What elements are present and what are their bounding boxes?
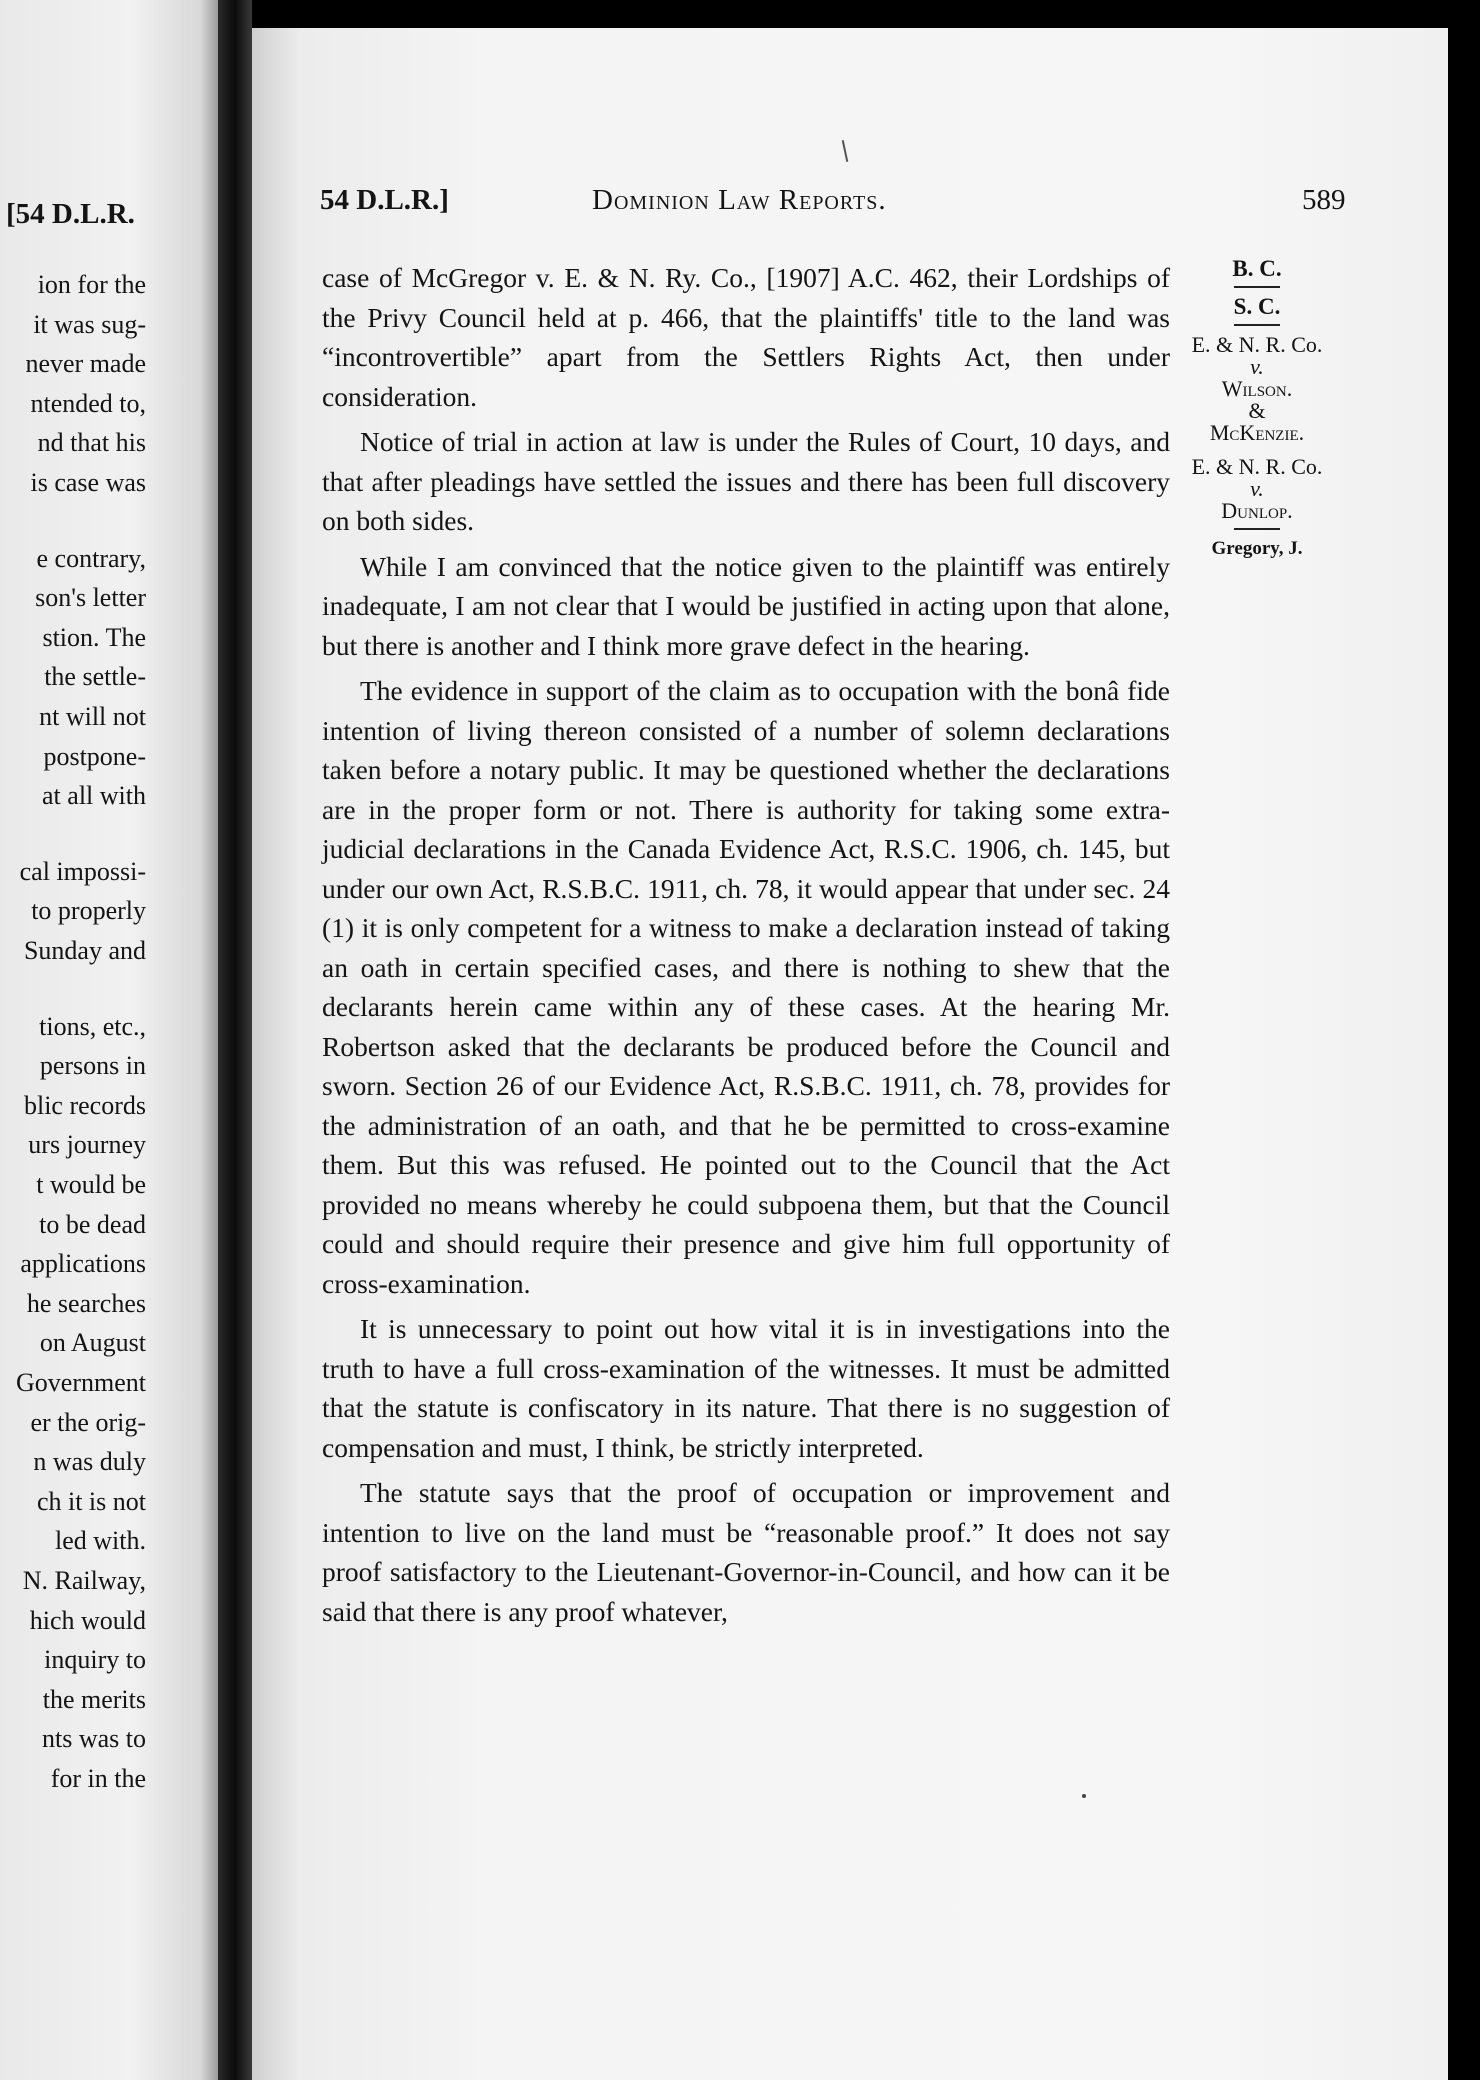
left-page-line: ch it is not	[36, 1486, 146, 1516]
side-rule	[1234, 286, 1280, 288]
left-page-line: Sunday and	[23, 936, 146, 965]
left-page-line: on August	[39, 1328, 146, 1358]
left-page-line: nts was to	[42, 1724, 146, 1754]
left-page-line: son's letter	[35, 583, 146, 613]
left-page-line: cal impossi-	[19, 856, 146, 886]
left-page-line: e contrary,	[36, 543, 146, 573]
left-page-line: is case was	[30, 468, 146, 497]
case2-party1: E. & N. R. Co.	[1191, 454, 1323, 479]
case1-party2a: Wilson.	[1221, 376, 1293, 401]
left-page-line: ion for the	[37, 270, 146, 299]
book-gutter	[218, 0, 252, 2080]
left-page-line: n was duly	[33, 1447, 146, 1477]
running-title: Dominion Law Reports.	[592, 184, 887, 216]
left-page-line: ntended to,	[30, 388, 146, 418]
left-page-line: hich would	[29, 1605, 146, 1635]
left-page-line: nd that his	[37, 428, 146, 458]
left-page-line: persons in	[39, 1051, 146, 1081]
case2-versus: v.	[1250, 476, 1264, 501]
court-name: S. C.	[1233, 294, 1281, 319]
left-page-line: urs journey	[28, 1130, 146, 1160]
left-page-line: to properly	[31, 896, 146, 926]
left-page-line: never made	[25, 349, 146, 379]
paragraph-3: While I am convinced that the notice given to the plaintiff was entirely inadequate, I am not clear that I would be justified in acting upon that alone, but there is another and I think more grave defect in the hearing.	[322, 550, 1170, 661]
court-province: B. C.	[1232, 256, 1282, 281]
left-page-line: t would be	[36, 1170, 146, 1199]
left-page-line: the settle-	[44, 662, 146, 692]
left-page-line: led with.	[55, 1526, 146, 1556]
right-page	[252, 28, 1448, 2080]
left-page-line: er the orig-	[30, 1407, 146, 1437]
paragraph-6: The statute says that the proof of occupation or improvement and intention to live on the land must be “reasonable proof.” It does not say proof satisfactory to the Lieutenant-Governor-in-Council, and how can it be said that there is any proof whatever,	[322, 1477, 1170, 1627]
left-page-line: blic records	[23, 1090, 146, 1120]
left-page-line: Government	[16, 1368, 146, 1397]
left-page-line: nt will not	[39, 702, 146, 731]
left-page-line: the merits	[42, 1684, 146, 1714]
left-page-line: inquiry to	[44, 1645, 146, 1675]
judge-name: Gregory, J.	[1211, 538, 1303, 559]
case2-party2: Dunlop.	[1221, 498, 1293, 523]
left-page-line: it was sug-	[33, 309, 146, 339]
left-page-line: stion. The	[42, 622, 146, 652]
left-page-line: he searches	[26, 1288, 146, 1318]
left-page-line: at all with	[42, 781, 146, 811]
case1-ampersand: &	[1248, 398, 1266, 423]
page-header	[252, 184, 1448, 224]
left-page-line: postpone-	[43, 741, 146, 771]
left-page-fragment	[0, 0, 218, 2080]
left-page-line: for in the	[50, 1764, 146, 1793]
paragraph-4: The evidence in support of the claim as to occupation with the bonâ fide intention of living thereon consisted of a number of solemn declarations taken before a notary public. It may be questioned whether the declarations are in the proper form or not. There is authority for taking some extra-judicial declarations in the Canada Evidence Act, R.S.C. 1906, ch. 145, but under our own Act, R.S.B.C. 1911, ch. 78, it would appear that under sec. 24 (1) it is only competent for a witness to make a declaration instead of taking an oath in certain specified cases, and there is nothing to shew that the declarants herein came within any of these cases. At the hearing Mr. Robertson asked that the declarants be produced before the Council and sworn. Section 26 of our Evidence Act, R.S.B.C. 1911, ch. 78, provides for the administration of an oath, and that he be permitted to cross-examine them. But this was refused. He pointed out to the Council that the Act provided no means whereby he could subpoena them, but that the Council could and should require their presence and give him full opportunity of cross-examination.	[322, 675, 1170, 1299]
case1-versus: v.	[1250, 354, 1264, 379]
case1-party2b: McKenzie.	[1209, 420, 1305, 445]
paragraph-1: case of McGregor v. E. & N. Ry. Co., [1907] A.C. 462, their Lordships of the Privy Council held at p. 466, that the plaintiffs' title to the land was “incontrovertible” apart from the Settlers Rights Act, then under consideration.	[322, 262, 1170, 412]
body-text	[322, 258, 1170, 1637]
paragraph-2: Notice of trial in action at law is under the Rules of Court, 10 days, and that after pleadings have settled the issues and there has been full discovery on both sides.	[322, 426, 1170, 536]
case1-party1: E. & N. R. Co.	[1191, 332, 1323, 357]
stray-dot	[1082, 1794, 1086, 1798]
paragraph-5: It is unnecessary to point out how vital it is in investigations into the truth to have a full cross-examination of the witnesses. It must be admitted that the statute is confiscatory in its nature. That there is no suggestion of compensation and must, I think, be strictly interpreted.	[322, 1313, 1170, 1463]
page-number: 589	[1302, 184, 1346, 216]
side-rule	[1234, 324, 1280, 326]
side-rule	[1234, 528, 1280, 530]
left-page-line: applications	[20, 1249, 146, 1279]
left-page-line: tions, etc.,	[39, 1011, 146, 1041]
left-page-header: [54 D.L.R.	[6, 198, 135, 230]
left-page-line: to be dead	[39, 1209, 146, 1239]
side-notes	[1187, 258, 1327, 560]
stray-mark	[842, 140, 849, 162]
volume-reference: 54 D.L.R.]	[320, 184, 449, 216]
left-page-line: N. Railway,	[22, 1566, 146, 1595]
